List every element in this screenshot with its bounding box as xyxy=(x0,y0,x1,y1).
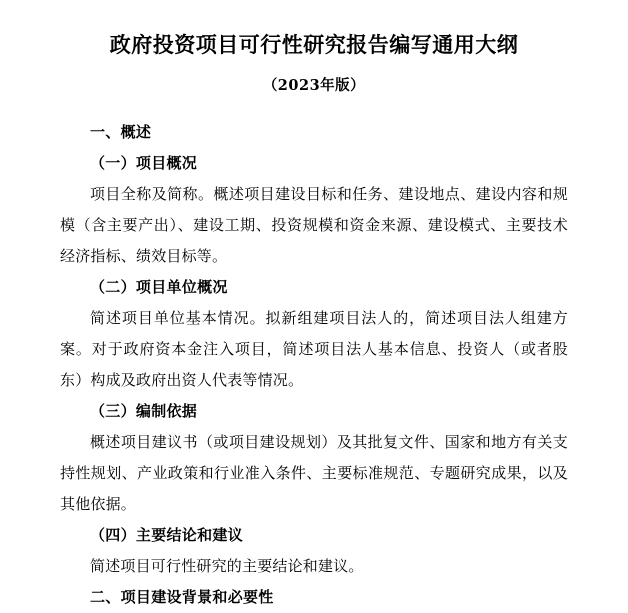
section-heading-1: 一、概述 xyxy=(90,123,152,141)
document-version-subtitle: （2023年版） xyxy=(262,77,366,94)
paragraph-1-4: 简述项目可行性研究的主要结论和建议。 xyxy=(90,557,364,575)
subsection-heading-1-2: （二）项目单位概况 xyxy=(90,278,228,296)
page-title: 政府投资项目可行性研究报告编写通用大纲 xyxy=(109,32,519,57)
document-body xyxy=(60,117,568,613)
subsection-heading-1-4: （四）主要结论和建议 xyxy=(90,526,244,544)
paragraph-1-3: 概述项目建议书（或项目建设规划）及其批复文件、国家和地方有关支持性规划、产业政策和行业准入条件、主要标准规范、专题研究成果，以及其他依据。 xyxy=(60,433,568,513)
section-heading-2: 二、项目建设背景和必要性 xyxy=(90,588,274,606)
subsection-heading-1-1: （一）项目概况 xyxy=(90,154,198,172)
paragraph-1-2: 简述项目单位基本情况。拟新组建项目法人的，简述项目法人组建方案。对于政府资本金注入项目，简述项目法人基本信息、投资人（或者股东）构成及政府出资人代表等情况。 xyxy=(60,309,568,389)
paragraph-1-1: 项目全称及简称。概述项目建设目标和任务、建设地点、建设内容和规模（含主要产出）、建设工期、投资规模和资金来源、建设模式、主要技术经济指标、绩效目标等。 xyxy=(60,185,568,265)
subsection-heading-1-3: （三）编制依据 xyxy=(90,402,198,420)
